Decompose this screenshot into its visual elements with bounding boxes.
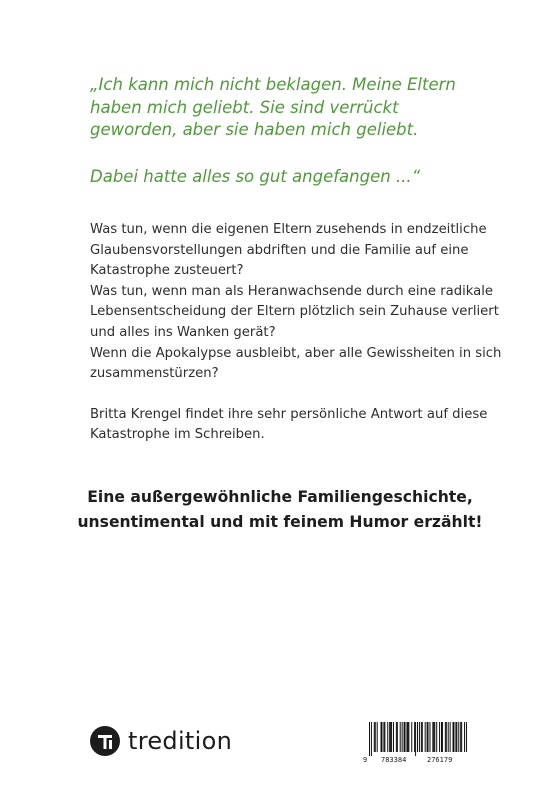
barcode-bar	[391, 722, 392, 752]
blurb	[90, 220, 510, 446]
barcode-bar	[375, 722, 376, 752]
blurb-author-paragraph: Britta Krengel findet ihre sehr persönliche Antwort auf diese Katastrophe im Schreiben.	[90, 406, 488, 443]
barcode-bar	[377, 722, 378, 752]
tagline	[70, 485, 490, 534]
barcode-bar	[429, 722, 430, 752]
barcode-bar	[402, 722, 403, 752]
barcode-bar	[448, 722, 449, 752]
barcode-bar	[404, 722, 405, 752]
barcode-group-1: 783384	[381, 756, 407, 764]
barcode-bar	[460, 722, 461, 752]
barcode-bar	[411, 722, 412, 752]
barcode-bars	[363, 722, 469, 756]
barcode-bar	[387, 722, 388, 752]
barcode-bar	[384, 722, 385, 752]
barcode-bar	[415, 722, 416, 756]
barcode-bar	[436, 722, 437, 752]
barcode-bar	[405, 722, 406, 752]
barcode-bar	[432, 722, 433, 752]
blurb-paragraph-2: Was tun, wenn man als Heranwachsende durch eine radikale Lebensentscheidung der Eltern plötzlich sein Zuhause verliert und alles ins Wanken gerät?	[90, 283, 499, 340]
barcode-bar	[434, 722, 435, 752]
blurb-paragraph-3: Wenn die Apokalypse ausbleibt, aber alle Gewissheiten in sich zusammenstürzen?	[90, 345, 502, 382]
barcode-bar	[389, 722, 390, 752]
barcode-bar	[406, 722, 407, 752]
barcode-bar	[450, 722, 451, 752]
barcode-bar	[419, 722, 420, 752]
barcode-bar	[425, 722, 426, 752]
isbn-barcode	[363, 722, 469, 766]
barcode-bar	[421, 722, 422, 752]
barcode-bar	[397, 722, 398, 752]
barcode-bar	[464, 722, 465, 752]
publisher-name: tredition	[128, 727, 233, 755]
barcode-bar	[393, 722, 394, 752]
barcode-bar	[427, 722, 428, 752]
barcode-bar	[446, 722, 447, 752]
barcode-bar	[439, 722, 440, 752]
back-cover-quote	[90, 74, 490, 188]
barcode-bar	[383, 722, 384, 752]
barcode-bar	[381, 722, 382, 752]
barcode-bar	[461, 722, 462, 752]
barcode-bar	[433, 722, 434, 752]
barcode-bar	[396, 722, 397, 752]
barcode-bar	[466, 722, 467, 752]
barcode-bar	[441, 722, 442, 752]
tredition-logo-icon	[90, 726, 120, 756]
barcode-group-2: 276179	[427, 756, 453, 764]
barcode-bar	[407, 722, 408, 752]
barcode-bar	[456, 722, 457, 752]
barcode-bar	[400, 722, 401, 752]
barcode-bar	[455, 722, 456, 752]
barcode-bar	[381, 722, 382, 752]
quote-closing: Dabei hatte alles so gut angefangen ...“	[90, 166, 421, 186]
barcode-bar	[453, 722, 454, 752]
barcode-bar	[442, 722, 443, 752]
barcode-bar	[428, 722, 429, 752]
barcode-bar	[458, 722, 459, 752]
publisher-logo	[90, 724, 232, 758]
quote-text: „Ich kann mich nicht beklagen. Meine Eltern haben mich geliebt. Sie sind verrückt geworden, aber sie haben mich geliebt.	[90, 75, 456, 139]
barcode-bar	[374, 722, 375, 752]
blurb-paragraph-1: Was tun, wenn die eigenen Eltern zusehends in endzeitliche Glaubensvorstellungen abdriften und die Familie auf eine Katastrophe zusteuert?	[90, 222, 487, 279]
barcode-bar	[414, 722, 415, 752]
barcode-bar	[422, 722, 423, 752]
barcode-bar	[390, 722, 391, 752]
barcode-bar	[408, 722, 409, 752]
tagline-line-2: unsentimental und mit feinem Humor erzählt!	[77, 512, 483, 531]
barcode-bar	[369, 722, 370, 756]
barcode-bar	[445, 722, 446, 752]
barcode-bar	[371, 722, 372, 756]
barcode-first-digit: 9	[363, 756, 368, 764]
tagline-line-1: Eine außergewöhnliche Familiengeschichte,	[87, 488, 473, 506]
barcode-bar	[453, 722, 454, 752]
barcode-bar	[417, 722, 418, 752]
